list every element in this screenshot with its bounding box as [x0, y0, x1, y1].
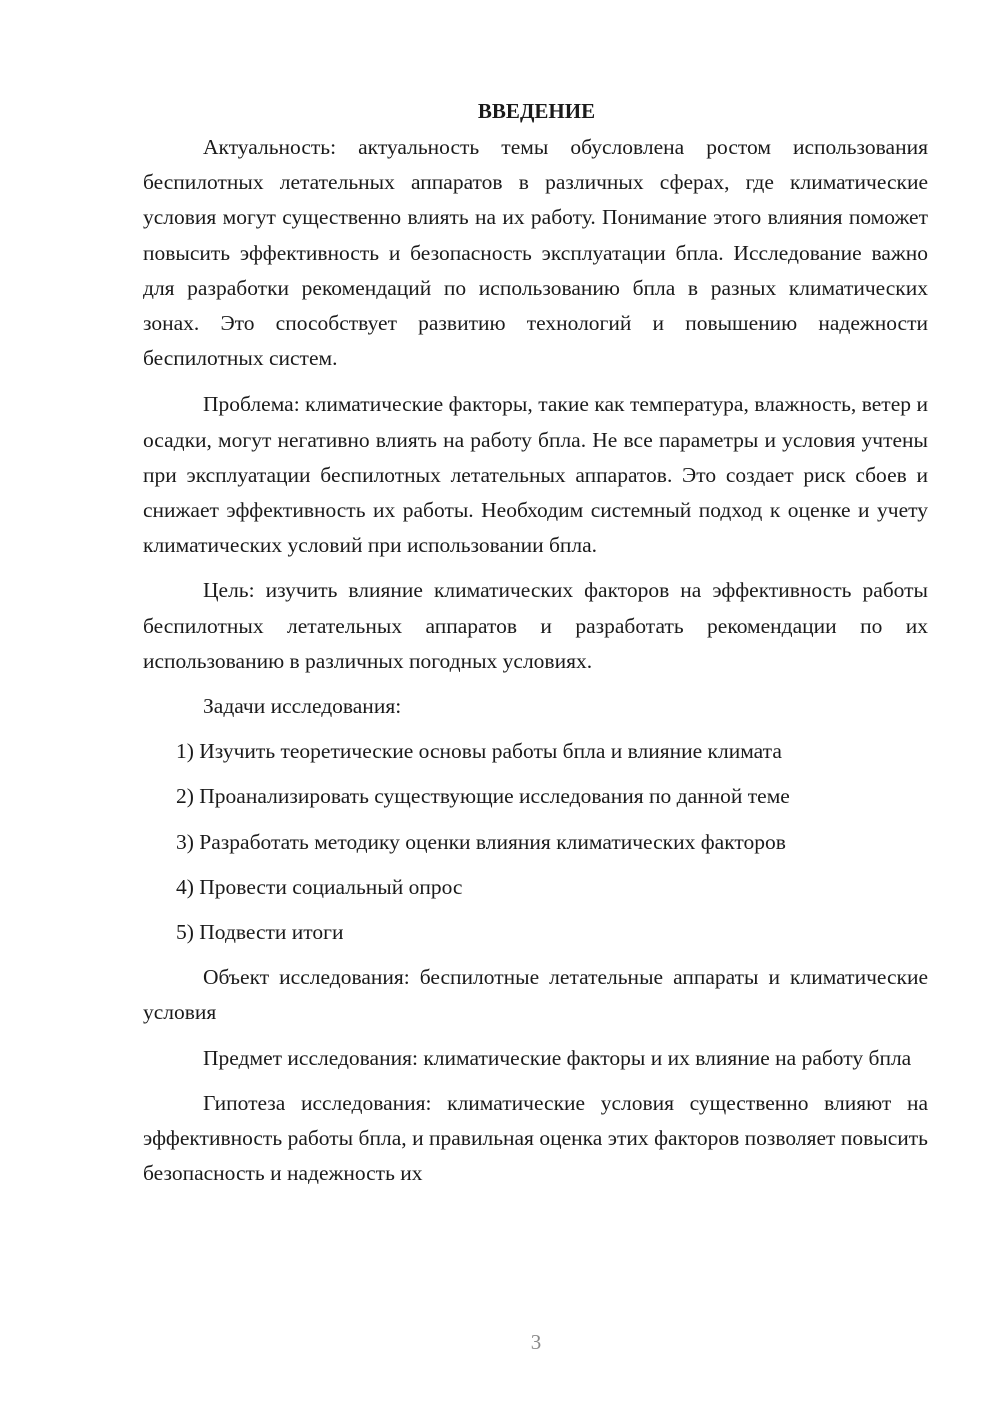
goal-paragraph: Цель: изучить влияние климатических факторов на эффективность работы беспилотных летательных аппаратов и разработать рекомендации по их использованию в различных погодных условиях.	[143, 578, 928, 673]
page-number: 3	[530, 1330, 542, 1354]
subject-paragraph: Предмет исследования: климатические факторы и их влияние на работу бпла	[203, 1045, 912, 1070]
task-item: 3) Разработать методику оценки влияния климатических факторов	[176, 829, 786, 854]
document-page	[143, 96, 928, 1191]
hypothesis-paragraph: Гипотеза исследования: климатические условия существенно влияют на эффективность работы бпла, и правильная оценка этих факторов позволяет повысить безопасность и надежность их	[143, 1090, 928, 1186]
page-title: ВВЕДЕНИЕ	[477, 99, 596, 123]
object-paragraph: Объект исследования: беспилотные летательные аппараты и климатические условия	[143, 965, 928, 1025]
relevance-paragraph: Актуальность: актуальность темы обусловлена ростом использования беспилотных летательных аппаратов в различных сферах, где климатические условия могут существенно влиять на их работу. Понимание этого влияния поможет повысить эффективность и безопасность эксплуатации бпла. Исследование важно для разработки рекомендаций по использованию бпла в разных климатических зонах. Это способствует развитию технологий и повышению надежности беспилотных систем.	[143, 135, 928, 371]
task-item: 5) Подвести итоги	[176, 920, 344, 945]
problem-paragraph: Проблема: климатические факторы, такие как температура, влажность, ветер и осадки, могут негативно влиять на работу бпла. Не все параметры и условия учтены при эксплуатации беспилотных летательных аппаратов. Это создает риск сбоев и снижает эффективность их работы. Необходим системный подход к оценке и учету климатических условий при использовании бпла.	[143, 392, 928, 558]
task-item: 2) Проанализировать существующие исследования по данной теме	[176, 784, 790, 809]
tasks-list	[143, 734, 928, 950]
task-item: 1) Изучить теоретические основы работы бпла и влияние климата	[176, 739, 782, 764]
tasks-heading: Задачи исследования:	[203, 694, 402, 719]
task-item: 4) Провести социальный опрос	[176, 874, 463, 899]
